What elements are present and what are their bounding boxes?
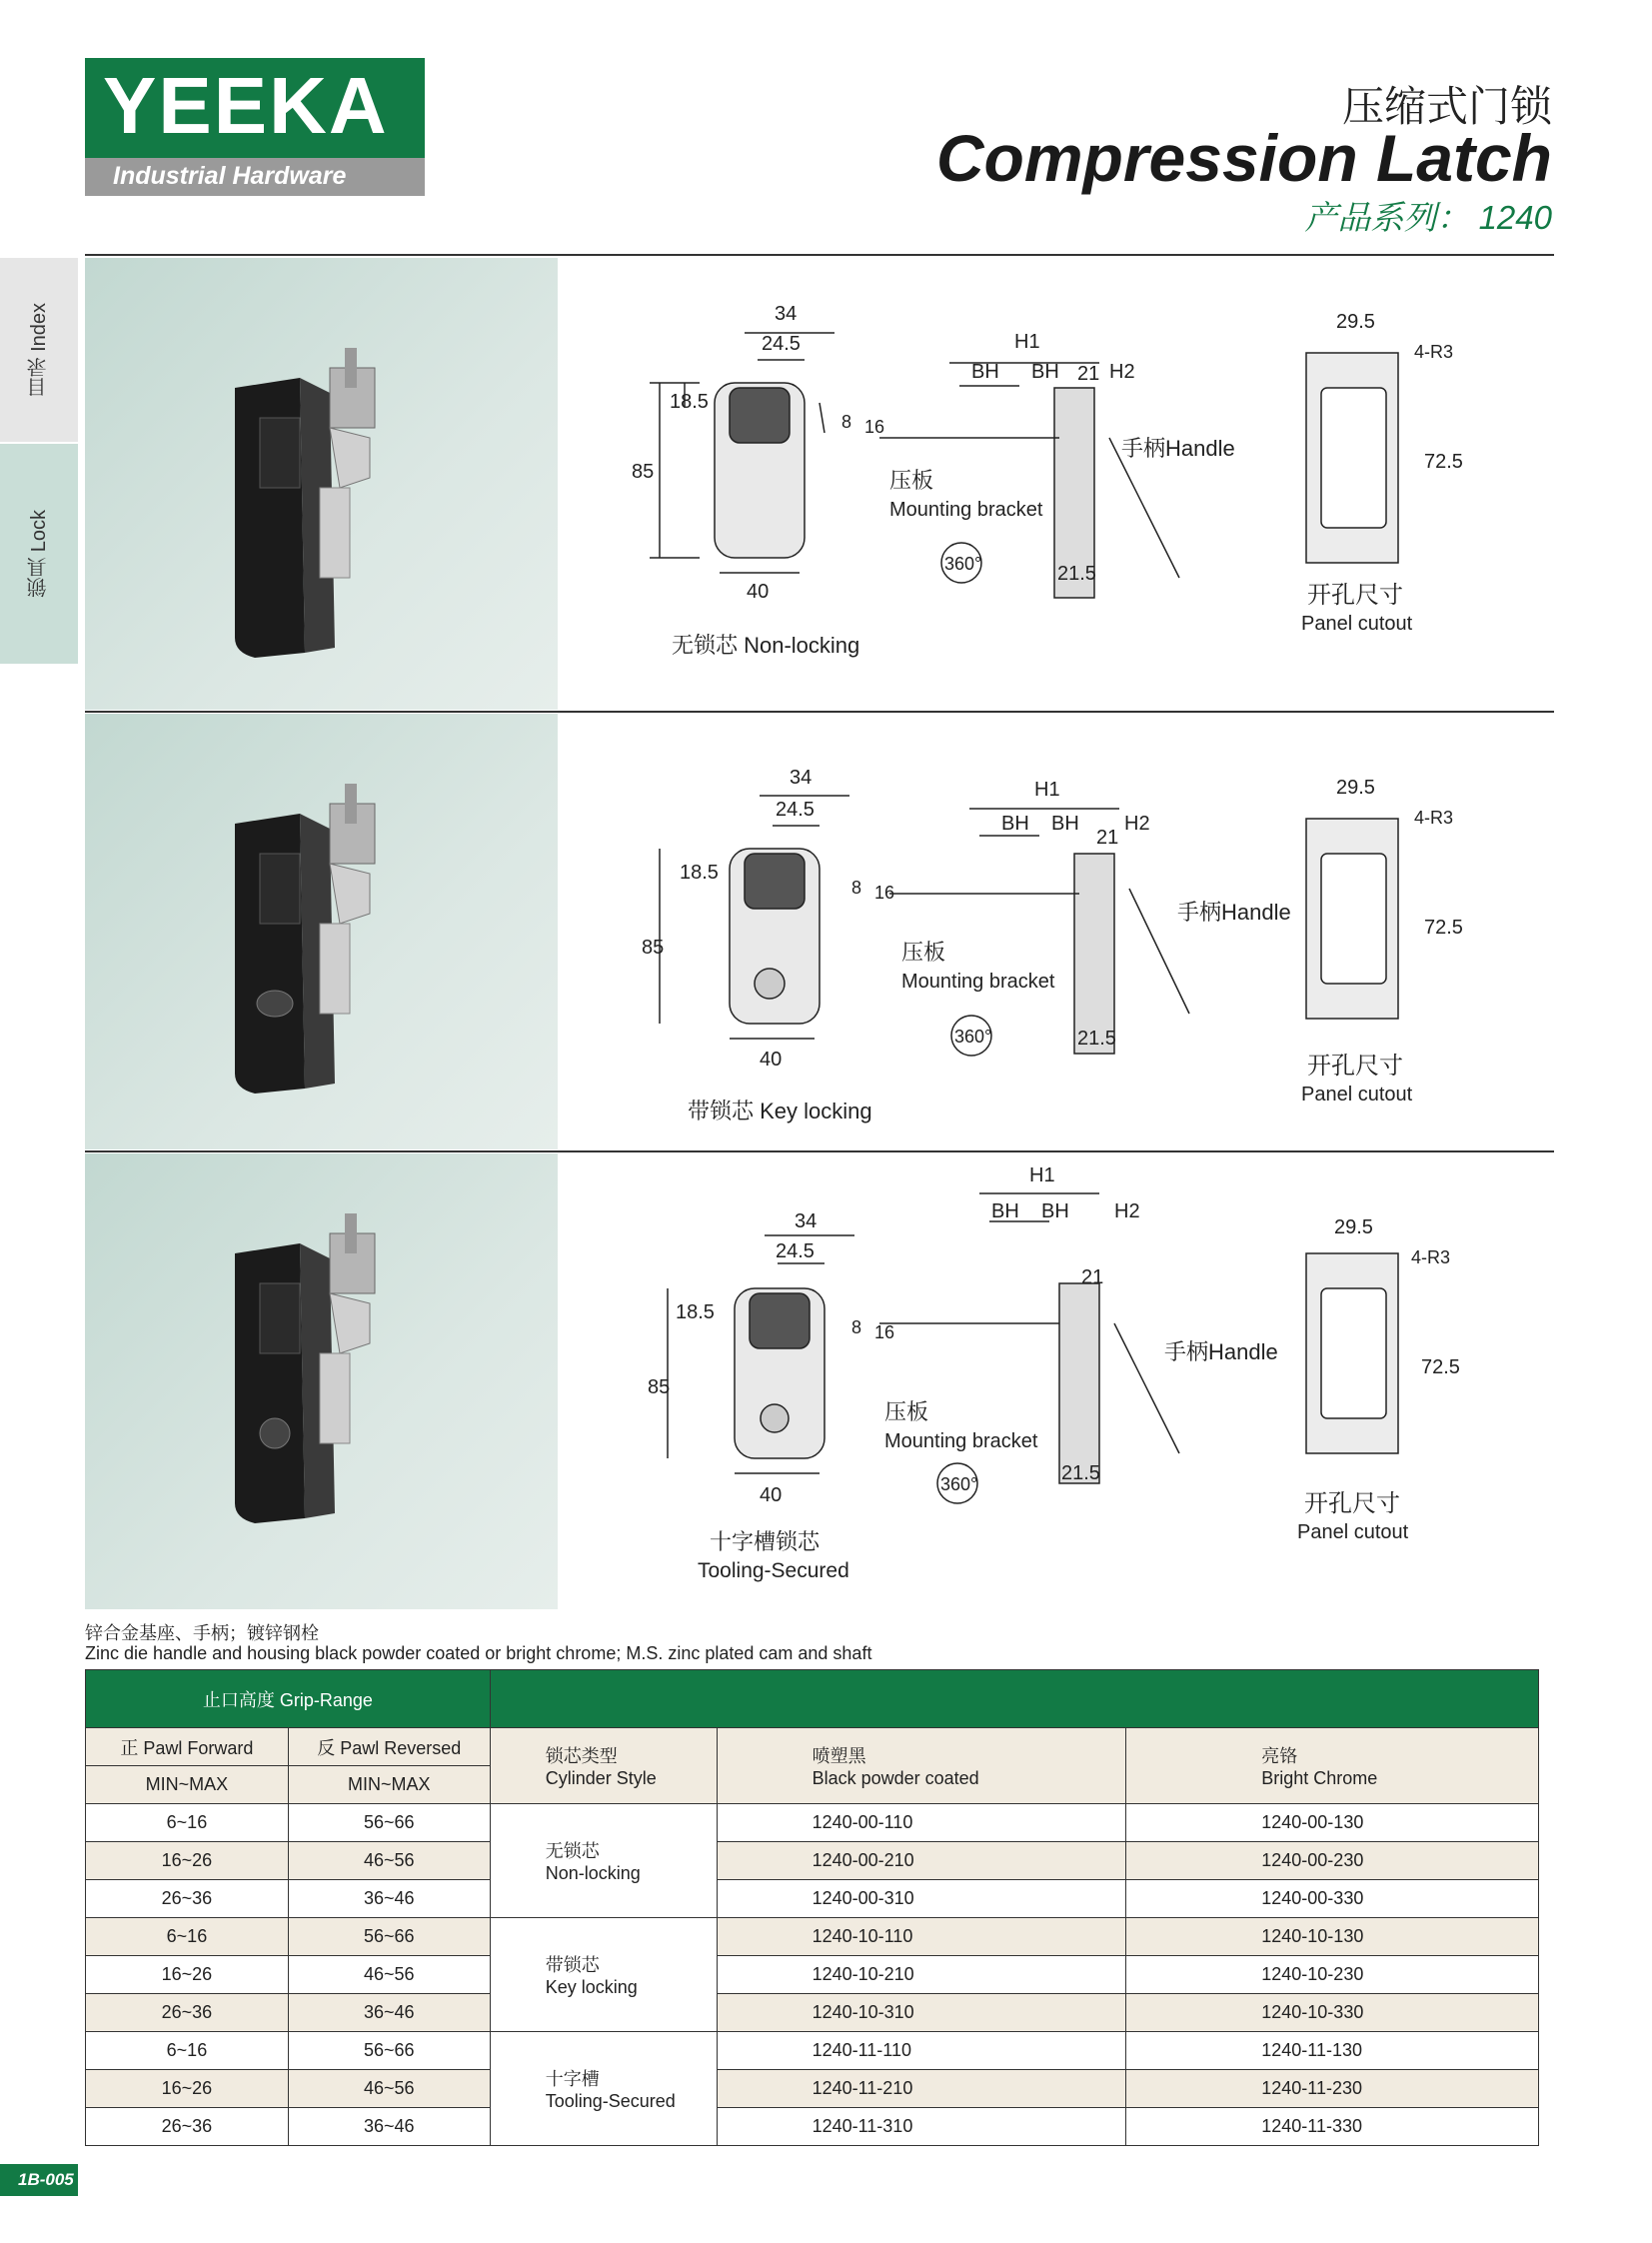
dim-40: 40 [760,1484,783,1506]
cut-width: 29.5 [1334,1216,1373,1238]
dim-24-5: 24.5 [776,799,815,821]
rotation-label: 360° [940,1474,978,1494]
cell-fwd: 26~36 [86,2108,289,2146]
material-note-en: Zinc die handle and housing black powder coated or bright chrome; M.S. zinc plated cam and shaft [85,1643,872,1663]
cell-fwd: 26~36 [86,1880,289,1918]
chrome-en: Bright Chrome [1261,1768,1378,1788]
cell-rev: 36~46 [288,1994,490,2032]
dim-bh: BH [971,361,999,383]
dim-h2: H2 [1109,361,1135,383]
cutout-label-cn: 开孔尺寸 [1307,582,1403,609]
cylinder-cell [490,1804,717,1918]
cylinder-en: Tooling-Secured [545,2091,676,2111]
cut-height: 72.5 [1424,451,1463,473]
cell-rev: 46~56 [288,2070,490,2108]
latch-photo-icon [85,1153,558,1609]
handle-label: 手柄Handle [1121,436,1235,461]
cylinder-style-en: Cylinder Style [545,1768,657,1788]
cylinder-cell [490,1918,717,2032]
cell-fwd: 16~26 [86,2070,289,2108]
cut-radius: 4-R3 [1414,342,1454,362]
dim-85: 85 [642,937,665,959]
divider [85,1150,1554,1152]
tab-index[interactable] [0,258,78,444]
product-series: 产品系列： 1240 [1304,199,1552,236]
cell-fwd: 6~16 [86,2032,289,2070]
dim-18-5: 18.5 [670,391,709,413]
product-photo-non-locking [85,258,558,710]
cut-radius: 4-R3 [1414,808,1454,828]
tab-lock-label: 锁具 Lock [28,510,50,598]
divider [85,711,1554,713]
cut-radius: 4-R3 [1411,1247,1451,1267]
cell-rev: 56~66 [288,1918,490,1956]
cell-rev: 56~66 [288,2032,490,2070]
logo-wordmark: YEEKA [103,61,389,150]
variant-caption: 十字槽锁芯 [710,1529,821,1554]
cell-chrome: 1240-00-130 [1126,1804,1539,1842]
rotation-label: 360° [954,1027,992,1047]
black-header [717,1728,1126,1804]
cell-black: 1240-11-210 [717,2070,1126,2108]
dim-8: 8 [851,1317,862,1337]
chrome-cn: 亮铬 [1261,1746,1298,1766]
product-photo-key-locking [85,714,558,1149]
cutout-label-en: Panel cutout [1301,613,1413,635]
dim-18-5: 18.5 [676,1301,715,1323]
dim-18-5: 18.5 [680,862,719,884]
header-blank [490,1670,1538,1728]
page-title: Compression Latch [935,121,1552,195]
cylinder-en: Non-locking [545,1863,641,1883]
pawl-reversed-header: 反 Pawl Reversed [288,1728,490,1766]
cell-fwd: 6~16 [86,1804,289,1842]
dim-34: 34 [775,303,798,325]
tab-index-label: 目录 Index [28,302,50,398]
dim-24-5: 24.5 [762,333,801,355]
pawl-forward-header: 正 Pawl Forward [86,1728,289,1766]
cylinder-cn: 十字槽 [545,2069,600,2089]
cell-black: 1240-10-110 [717,1918,1126,1956]
cell-black: 1240-10-210 [717,1956,1126,1994]
bracket-label-cn: 压板 [901,940,946,965]
dim-bh: BH [1041,1200,1069,1222]
chrome-header [1126,1728,1539,1804]
dim-16: 16 [874,883,895,903]
rotation-label: 360° [944,554,982,574]
cylinder-style-cn: 锁芯类型 [545,1746,618,1766]
dim-8: 8 [841,412,852,432]
grip-range-header: 止口高度 Grip-Range [86,1670,491,1728]
dim-bh: BH [1031,361,1059,383]
drawing-svg [580,714,1559,1149]
cut-width: 29.5 [1336,311,1375,333]
technical-drawing-2 [580,714,1559,1149]
cutout-label-cn: 开孔尺寸 [1304,1490,1400,1517]
latch-photo-icon [85,714,558,1149]
logo-tagline: Industrial Hardware [85,158,425,196]
cell-chrome: 1240-10-330 [1126,1994,1539,2032]
dim-21: 21 [1081,1266,1104,1288]
minmax-forward: MIN~MAX [86,1766,289,1804]
cylinder-en: Key locking [545,1977,638,1997]
dim-16: 16 [874,1322,895,1342]
dim-h1: H1 [1014,331,1040,353]
cell-black: 1240-00-210 [717,1842,1126,1880]
drawing-svg [580,1153,1559,1609]
dim-bh: BH [991,1200,1019,1222]
cell-rev: 36~46 [288,1880,490,1918]
cell-black: 1240-10-310 [717,1994,1126,2032]
cutout-label-en: Panel cutout [1297,1521,1409,1543]
cut-height: 72.5 [1421,1356,1460,1378]
technical-drawing-1 [580,258,1559,708]
title-chinese: 压缩式门锁 [1341,83,1552,130]
bracket-label-en: Mounting bracket [901,971,1055,993]
bracket-label-en: Mounting bracket [889,499,1043,521]
cutout-label-en: Panel cutout [1301,1084,1413,1106]
minmax-reversed: MIN~MAX [288,1766,490,1804]
cell-rev: 36~46 [288,2108,490,2146]
cell-rev: 46~56 [288,1842,490,1880]
dim-21: 21 [1077,363,1100,385]
dim-bh: BH [1051,813,1079,835]
handle-label: 手柄Handle [1177,900,1291,925]
cell-chrome: 1240-00-230 [1126,1842,1539,1880]
cylinder-cn: 无锁芯 [545,1841,600,1861]
dim-bh: BH [1001,813,1029,835]
cell-rev: 56~66 [288,1804,490,1842]
cell-chrome: 1240-10-230 [1126,1956,1539,1994]
spec-table [85,1669,1539,2146]
cut-width: 29.5 [1336,777,1375,799]
cylinder-style-header [490,1728,717,1804]
material-note-cn: 锌合金基座、手柄；镀锌钢栓 [85,1623,319,1643]
dim-h1: H1 [1034,779,1060,801]
cell-black: 1240-11-110 [717,2032,1126,2070]
cell-chrome: 1240-11-130 [1126,2032,1539,2070]
cell-chrome: 1240-11-230 [1126,2070,1539,2108]
dim-34: 34 [790,767,813,789]
cell-black: 1240-11-310 [717,2108,1126,2146]
dim-21-5: 21.5 [1061,1462,1100,1484]
cell-fwd: 16~26 [86,1956,289,1994]
cell-fwd: 16~26 [86,1842,289,1880]
tab-lock[interactable] [0,444,78,666]
dim-40: 40 [747,581,770,603]
dim-85: 85 [632,461,655,483]
cylinder-cell [490,2032,717,2146]
dim-21: 21 [1096,827,1119,849]
cut-height: 72.5 [1424,917,1463,939]
cell-fwd: 6~16 [86,1918,289,1956]
product-photo-tooling-secured [85,1153,558,1609]
cell-chrome: 1240-11-330 [1126,2108,1539,2146]
cell-fwd: 26~36 [86,1994,289,2032]
sidebar [0,258,78,666]
dim-24-5: 24.5 [776,1240,815,1262]
dim-21-5: 21.5 [1057,563,1096,585]
dim-21-5: 21.5 [1077,1028,1116,1050]
cell-chrome: 1240-10-130 [1126,1918,1539,1956]
dim-85: 85 [648,1376,671,1398]
technical-drawing-3 [580,1153,1559,1609]
bracket-label-cn: 压板 [889,468,934,493]
dim-16: 16 [864,417,885,437]
black-cn: 喷塑黑 [812,1746,866,1766]
variant-caption: 无锁芯 Non-locking [672,633,860,658]
variant-caption: 带锁芯 Key locking [688,1099,872,1123]
variant-caption-2: Tooling-Secured [698,1559,849,1582]
bracket-label-cn: 压板 [884,1399,929,1424]
dim-h2: H2 [1114,1200,1140,1222]
logo-green-block [85,58,425,158]
latch-photo-icon [85,258,558,710]
black-en: Black powder coated [812,1768,979,1788]
dim-h1: H1 [1029,1164,1055,1186]
cell-rev: 46~56 [288,1956,490,1994]
cutout-label-cn: 开孔尺寸 [1307,1053,1403,1080]
cell-black: 1240-00-310 [717,1880,1126,1918]
bracket-label-en: Mounting bracket [884,1430,1038,1452]
dim-34: 34 [795,1210,818,1232]
brand-logo [85,58,425,198]
page-code-badge: 1B-005 [0,2164,78,2196]
drawing-svg [580,258,1559,708]
cylinder-cn: 带锁芯 [545,1955,600,1975]
dim-h2: H2 [1124,813,1150,835]
cell-chrome: 1240-00-330 [1126,1880,1539,1918]
divider [85,254,1554,256]
dim-40: 40 [760,1049,783,1071]
handle-label: 手柄Handle [1164,1339,1278,1364]
cell-black: 1240-00-110 [717,1804,1126,1842]
dim-8: 8 [851,878,862,898]
